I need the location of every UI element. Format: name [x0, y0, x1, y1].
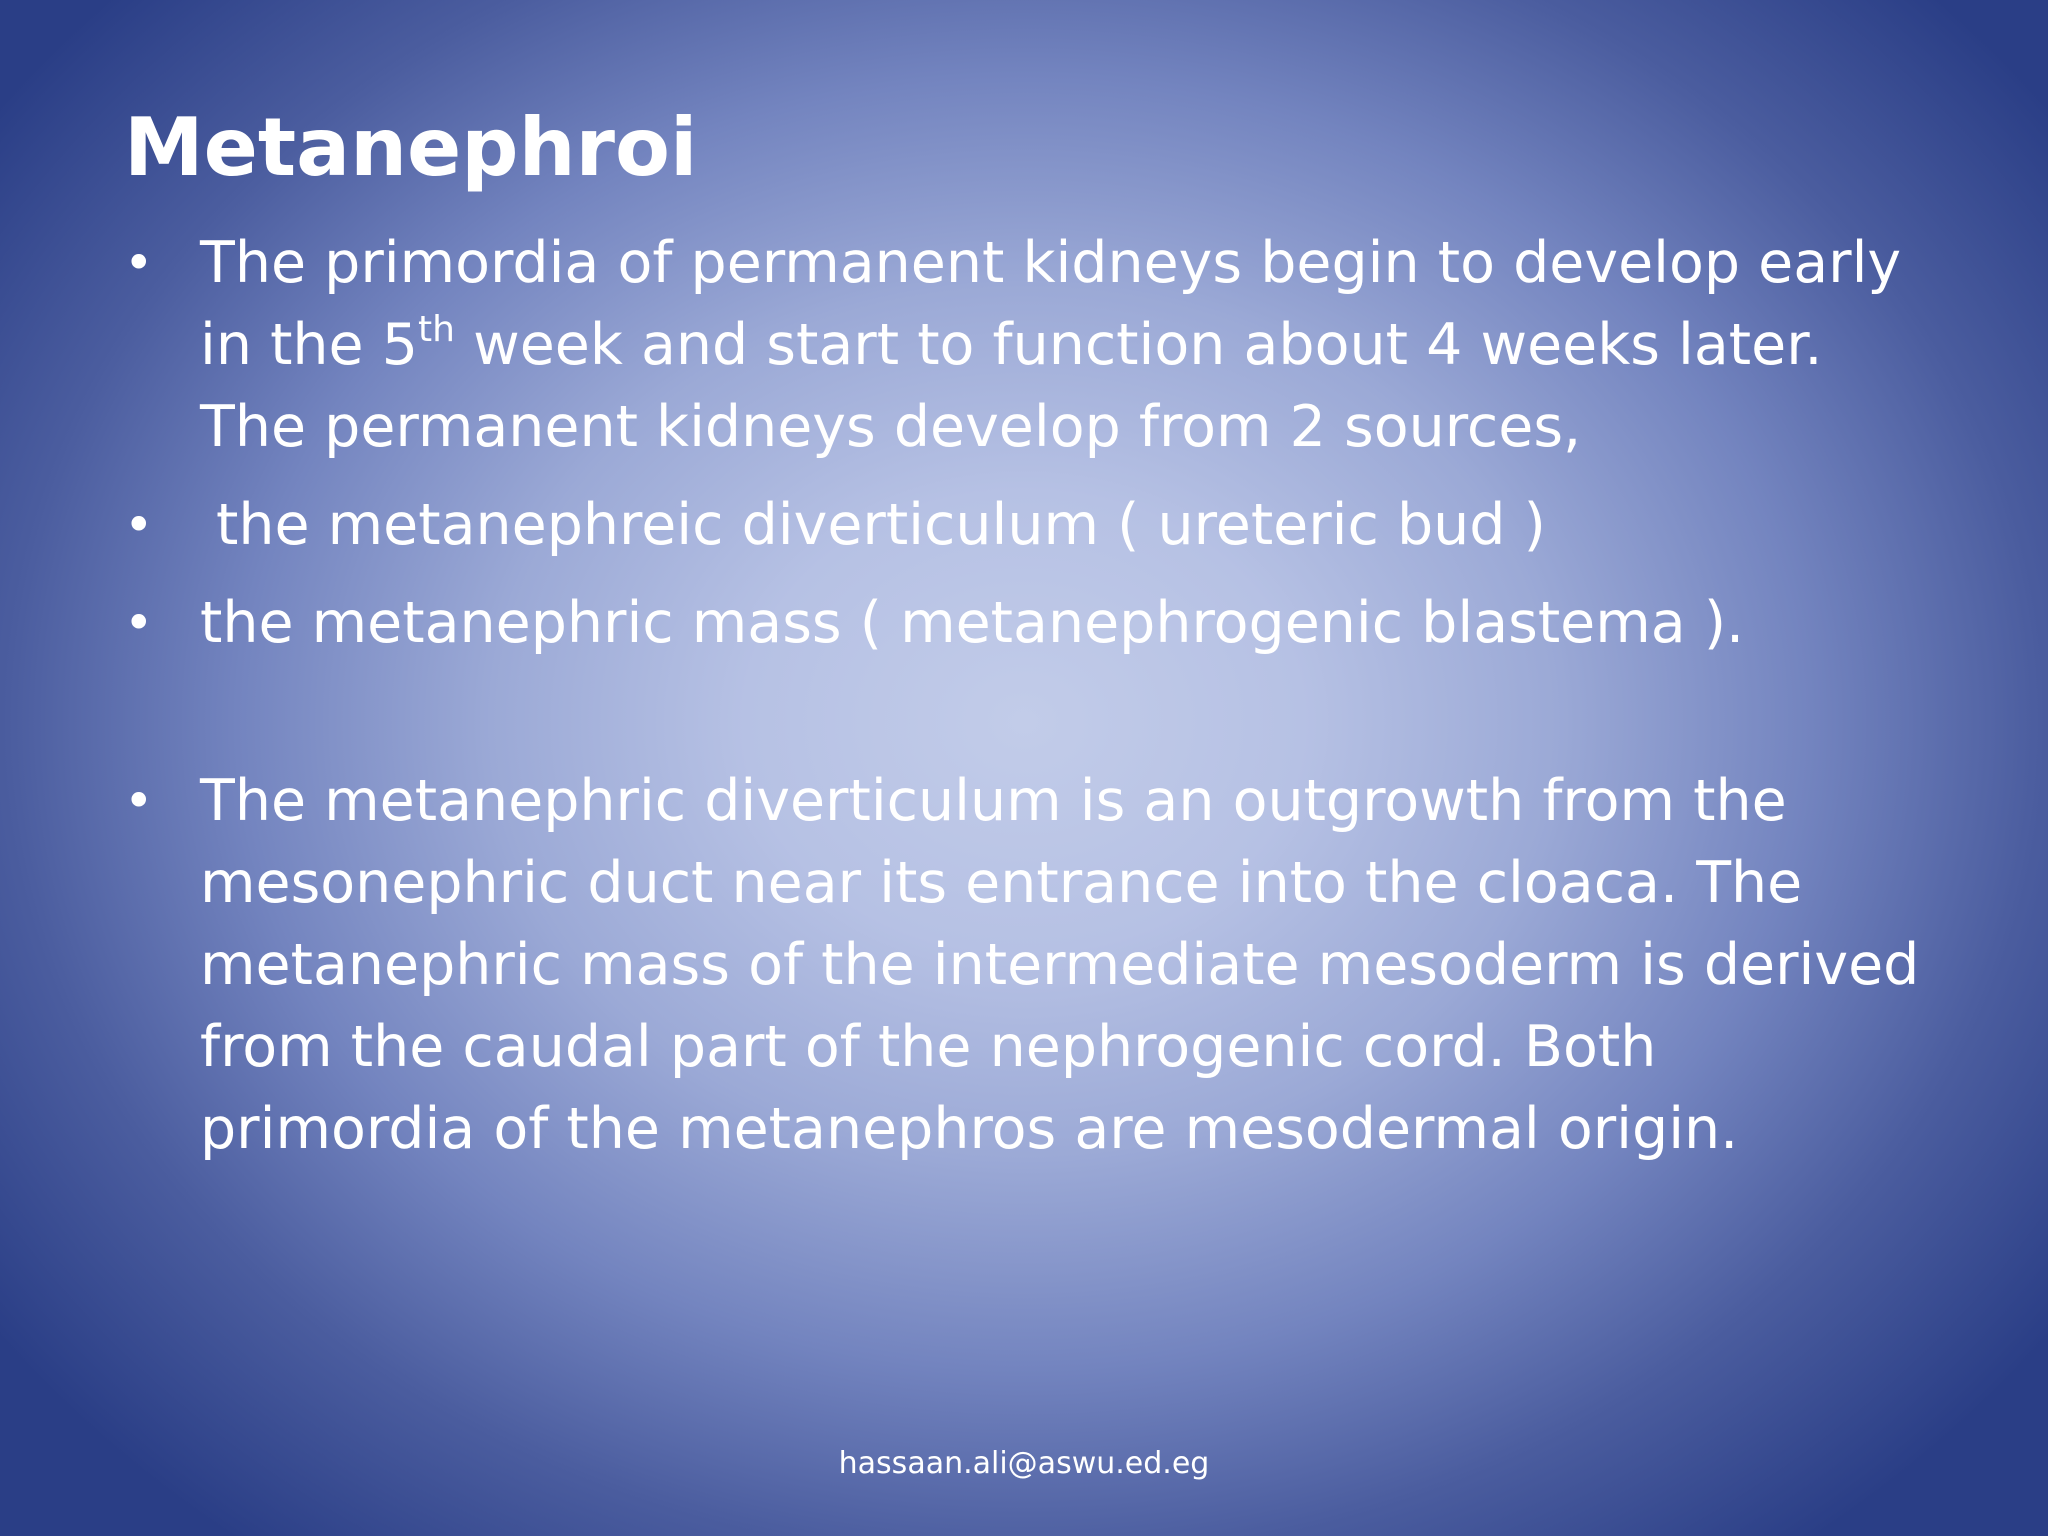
ordinal-suffix: th	[418, 309, 455, 350]
bullet-dot-icon: •	[124, 594, 154, 652]
bullet-item-1	[124, 222, 1924, 468]
bullet-text: The metanephric diverticulum is an outgrowth from the mesonephric duct near its entrance into the cloaca. The metanephric mass of the intermediate mesoderm is derived from the caudal part of the nephrogenic cord. Both primordia of the metanephros are mesodermal origin.	[200, 768, 1920, 1162]
bullet-dot-icon: •	[124, 772, 154, 830]
bullet-text-post: week and start to function about 4 weeks later. The permanent kidneys develop from 2 sources,	[200, 312, 1823, 460]
footer-email: hassaan.ali@aswu.ed.eg	[838, 1446, 1210, 1481]
slide-title: Metanephroi	[124, 101, 698, 194]
bullet-item-2	[124, 484, 1924, 566]
bullet-item-4	[124, 760, 1924, 1170]
bullet-list	[124, 222, 1924, 1186]
bullet-item-3	[124, 582, 1924, 664]
bullet-dot-icon: •	[124, 234, 154, 292]
bullet-text: the metanephreic diverticulum ( ureteric bud )	[216, 492, 1546, 558]
bullet-dot-icon: •	[124, 496, 154, 554]
bullet-text: the metanephric mass ( metanephrogenic blastema ).	[200, 590, 1745, 656]
bullet-text-pre: The primordia of permanent kidneys begin to develop early in the 5	[200, 230, 1902, 378]
bullet-text	[200, 230, 1901, 460]
